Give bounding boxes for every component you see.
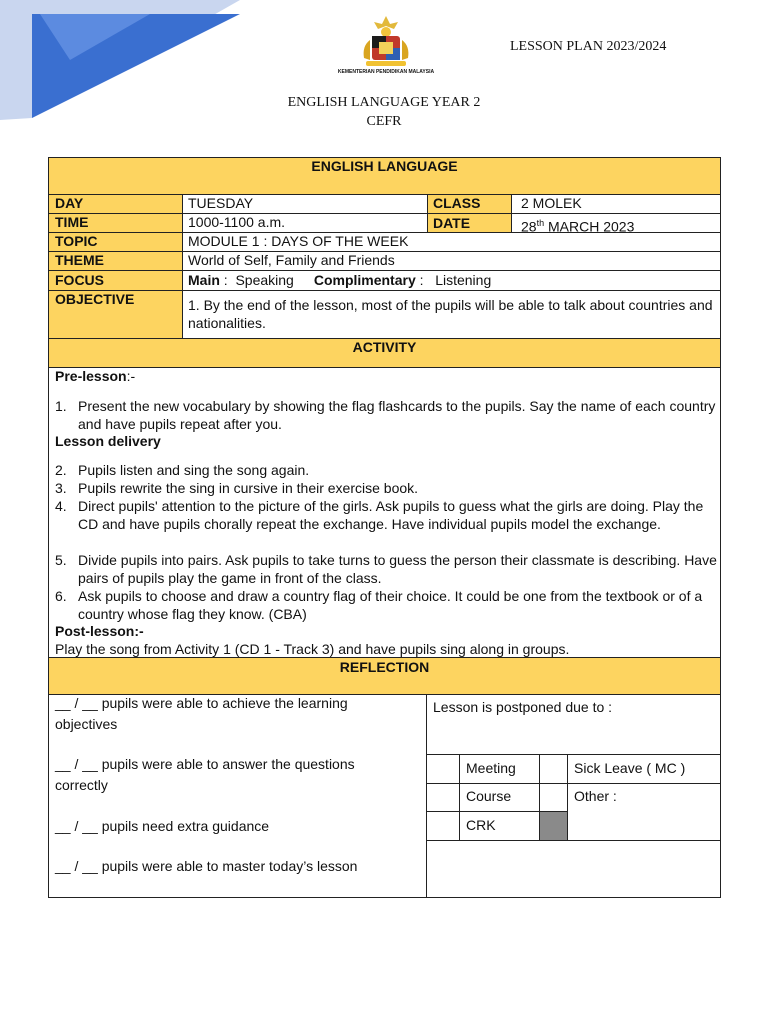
activity-title: ACTIVITY [352,339,417,355]
ministry-crest [330,14,442,80]
table-title: ENGLISH LANGUAGE [311,158,458,174]
focus-label: FOCUS [55,272,104,288]
focus-comp-value: : Listening [415,272,492,288]
post-lesson-text: Play the song from Activity 1 (CD 1 - Track 3) and have pupils sing along in groups. [55,641,570,657]
postponed-label: Lesson is postponed due to : [433,699,613,715]
list-item [55,480,717,498]
item-text: Present the new vocabulary by showing the flag flashcards to the pupils. Say the name of each country and have pupils repeat after you. [78,398,716,432]
item-number: 3. [55,480,67,496]
crest-caption: KEMENTERIAN PENDIDIKAN MALAYSIA [337,69,435,75]
theme-value: World of Self, Family and Friends [188,252,395,268]
pre-lesson-heading [55,368,717,386]
day-label: DAY [55,195,84,211]
meeting-option: Meeting [466,760,516,776]
reflection-line: __ / __ pupils need extra guidance [55,818,270,834]
focus-main-label: Main [188,272,220,288]
date-sup: th [536,218,545,228]
topic-label: TOPIC [55,233,98,249]
course-option: Course [466,788,512,804]
item-number: 5. [55,552,67,568]
reflection-title: REFLECTION [339,659,430,675]
item-number: 4. [55,498,67,514]
subject-heading: ENGLISH LANGUAGE YEAR 2 [287,95,481,110]
date-day: 28 [521,218,537,235]
rule [48,194,721,195]
rule [426,754,721,755]
rule [426,840,721,841]
rule [567,754,568,840]
pre-lesson-label: Pre-lesson [55,368,127,384]
objective-value: 1. By the end of the lesson, most of the pupils will be able to talk about countries and nationalities. [188,297,713,331]
rule [48,290,721,291]
class-label: CLASS [433,195,481,211]
item-text: Direct pupils' attention to the picture of the girls. Ask pupils to guess what the girls are doing. Play the CD and have pupils chorally repeat the exchange. Have individual pupils model the exchange. [78,498,704,532]
item-number: 1. [55,398,67,414]
list-item [55,462,717,480]
focus-comp-label: Complimentary [313,272,416,288]
item-number: 6. [55,588,67,604]
time-label: TIME [55,214,89,230]
cefr-heading: CEFR [366,114,402,129]
topic-value: MODULE 1 : DAYS OF THE WEEK [188,233,409,249]
other-option: Other : [574,788,617,804]
list-item [55,552,717,587]
list-item [55,588,717,623]
reflection-line: __ / __ pupils were able to master today’s lesson [55,858,358,874]
focus-main-value: : Speaking [219,272,294,288]
item-text: Ask pupils to choose and draw a country flag of their choice. It could be one from the textbook or of a country whose flag they know. (CBA) [78,588,703,622]
crk-option: CRK [466,817,496,833]
crk-checkbox[interactable] [427,812,459,840]
meeting-checkbox[interactable] [427,755,459,783]
class-value: 2 MOLEK [521,195,582,211]
date-label: DATE [433,215,471,231]
rule [48,270,721,271]
reflection-line: __ / __ pupils were able to answer the questions correctly [55,756,355,793]
item-number: 2. [55,462,67,478]
reflection-line: __ / __ pupils were able to achieve the learning objectives [55,695,348,732]
objective-label: OBJECTIVE [55,291,135,307]
theme-label: THEME [55,252,104,268]
focus-value [188,272,491,289]
item-text: Pupils listen and sing the song again. [78,462,310,478]
course-checkbox[interactable] [427,784,459,811]
rule [426,783,721,784]
item-text: Pupils rewrite the sing in cursive in their exercise book. [78,480,419,496]
date-value [521,215,634,236]
other-checkbox[interactable] [540,784,567,811]
lesson-delivery-heading: Lesson delivery [55,433,161,449]
rule [459,754,460,840]
day-value: TUESDAY [188,195,254,211]
list-item [55,398,717,433]
lesson-plan-label: LESSON PLAN 2023/2024 [510,39,667,54]
rule [427,194,428,232]
item-text: Divide pupils into pairs. Ask pupils to take turns to guess the person their classmate is describing. Have pairs of pupils play the game in front of the class. [78,552,717,586]
rule [511,194,512,232]
date-rest: MARCH 2023 [544,218,635,235]
post-lesson-heading: Post-lesson:- [55,623,144,639]
rule [182,194,183,338]
crest-emblem-icon [330,14,442,70]
pre-lesson-suffix: :- [126,368,136,384]
sick-leave-checkbox[interactable] [540,755,567,783]
list-item [55,498,717,533]
rule [48,213,721,214]
time-value: 1000-1100 a.m. [188,214,286,230]
corner-decoration [0,0,240,120]
sick-leave-option: Sick Leave ( MC ) [574,760,686,776]
